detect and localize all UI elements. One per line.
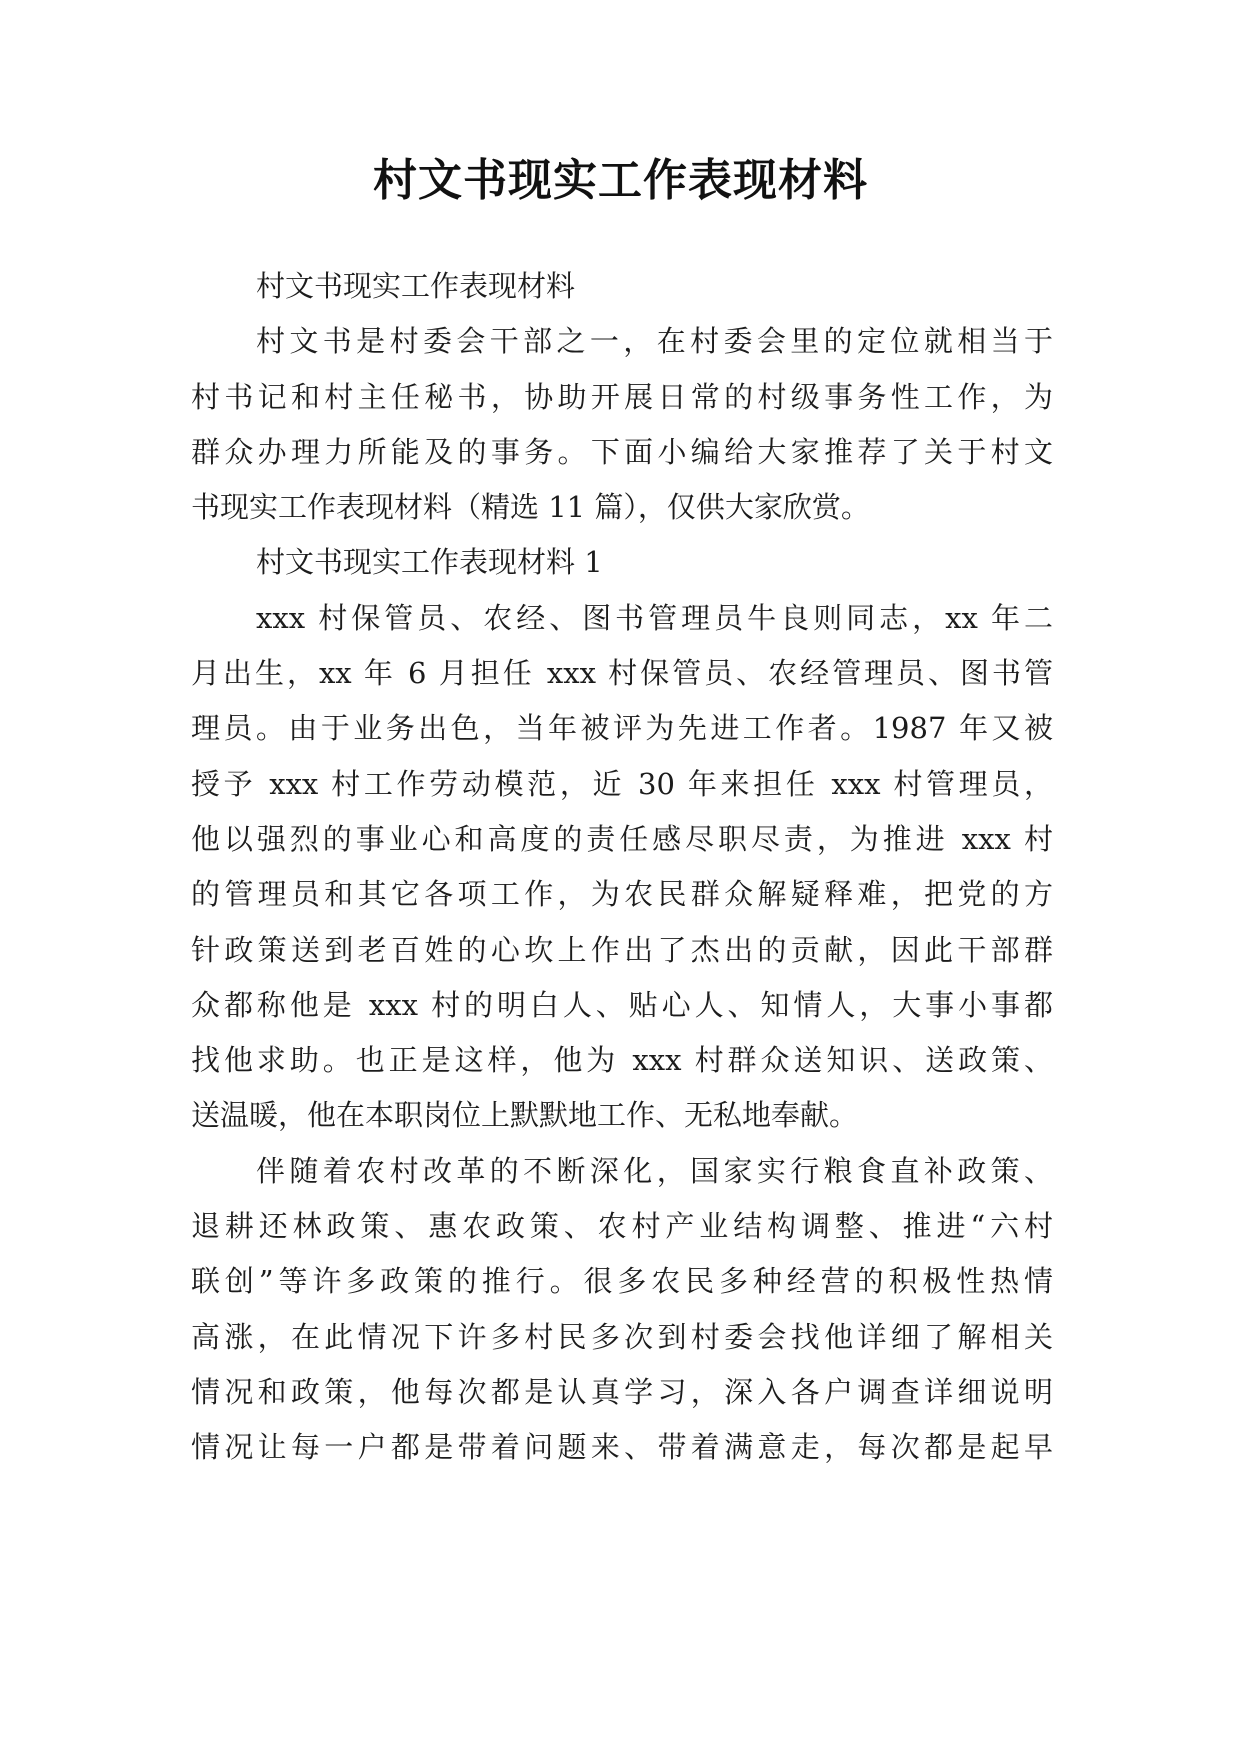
text-line: 理员。由于业务出色，当年被评为先进工作者。1987 年又被 <box>191 711 1053 746</box>
text-line: 月出生，xx 年 6 月担任 xxx 村保管员、农经管理员、图书管 <box>191 656 1053 691</box>
text-line: xxx 村保管员、农经、图书管理员牛良则同志，xx 年二 <box>256 600 1053 635</box>
text-line: 村文书现实工作表现材料 <box>256 269 576 303</box>
text-line: 伴随着农村改革的不断深化，国家实行粮食直补政策、 <box>256 1153 1053 1188</box>
text-line: 找他求助。也正是这样，他为 xxx 村群众送知识、送政策、 <box>191 1043 1053 1078</box>
text-line: 退耕还林政策、惠农政策、农村产业结构调整、推进“六村 <box>191 1209 1053 1244</box>
text-line: 送温暖，他在本职岗位上默默地工作、无私地奉献。 <box>191 1098 859 1133</box>
text-line: 高涨，在此情况下许多村民多次到村委会找他详细了解相关 <box>191 1319 1053 1354</box>
text-line: 村书记和村主任秘书，协助开展日常的村级事务性工作，为 <box>191 379 1053 414</box>
text-line: 众都称他是 xxx 村的明白人、贴心人、知情人，大事小事都 <box>191 987 1053 1022</box>
text-line: 授予 xxx 村工作劳动模范，近 30 年来担任 xxx 村管理员， <box>191 766 1053 801</box>
text-line: 书现实工作表现材料（精选 11 篇），仅供大家欣赏。 <box>191 490 870 525</box>
text-line: 的管理员和其它各项工作，为农民群众解疑释难，把党的方 <box>191 877 1053 912</box>
document-title: 村文书现实工作表现材料 <box>373 155 868 206</box>
text-line: 针政策送到老百姓的心坎上作出了杰出的贡献，因此干部群 <box>191 932 1053 967</box>
text-line: 联创”等许多政策的推行。很多农民多种经营的积极性热情 <box>191 1264 1053 1299</box>
text-line: 情况和政策，他每次都是认真学习，深入各户调查详细说明 <box>191 1374 1053 1409</box>
text-line: 村文书现实工作表现材料 1 <box>256 545 603 580</box>
text-line: 村文书是村委会干部之一，在村委会里的定位就相当于 <box>256 324 1053 359</box>
text-line: 他以强烈的事业心和高度的责任感尽职尽责，为推进 xxx 村 <box>191 821 1053 856</box>
text-line: 群众办理力所能及的事务。下面小编给大家推荐了关于村文 <box>191 434 1053 469</box>
document-body <box>191 259 1053 1476</box>
text-line: 情况让每一户都是带着问题来、带着满意走，每次都是起早 <box>191 1430 1053 1465</box>
